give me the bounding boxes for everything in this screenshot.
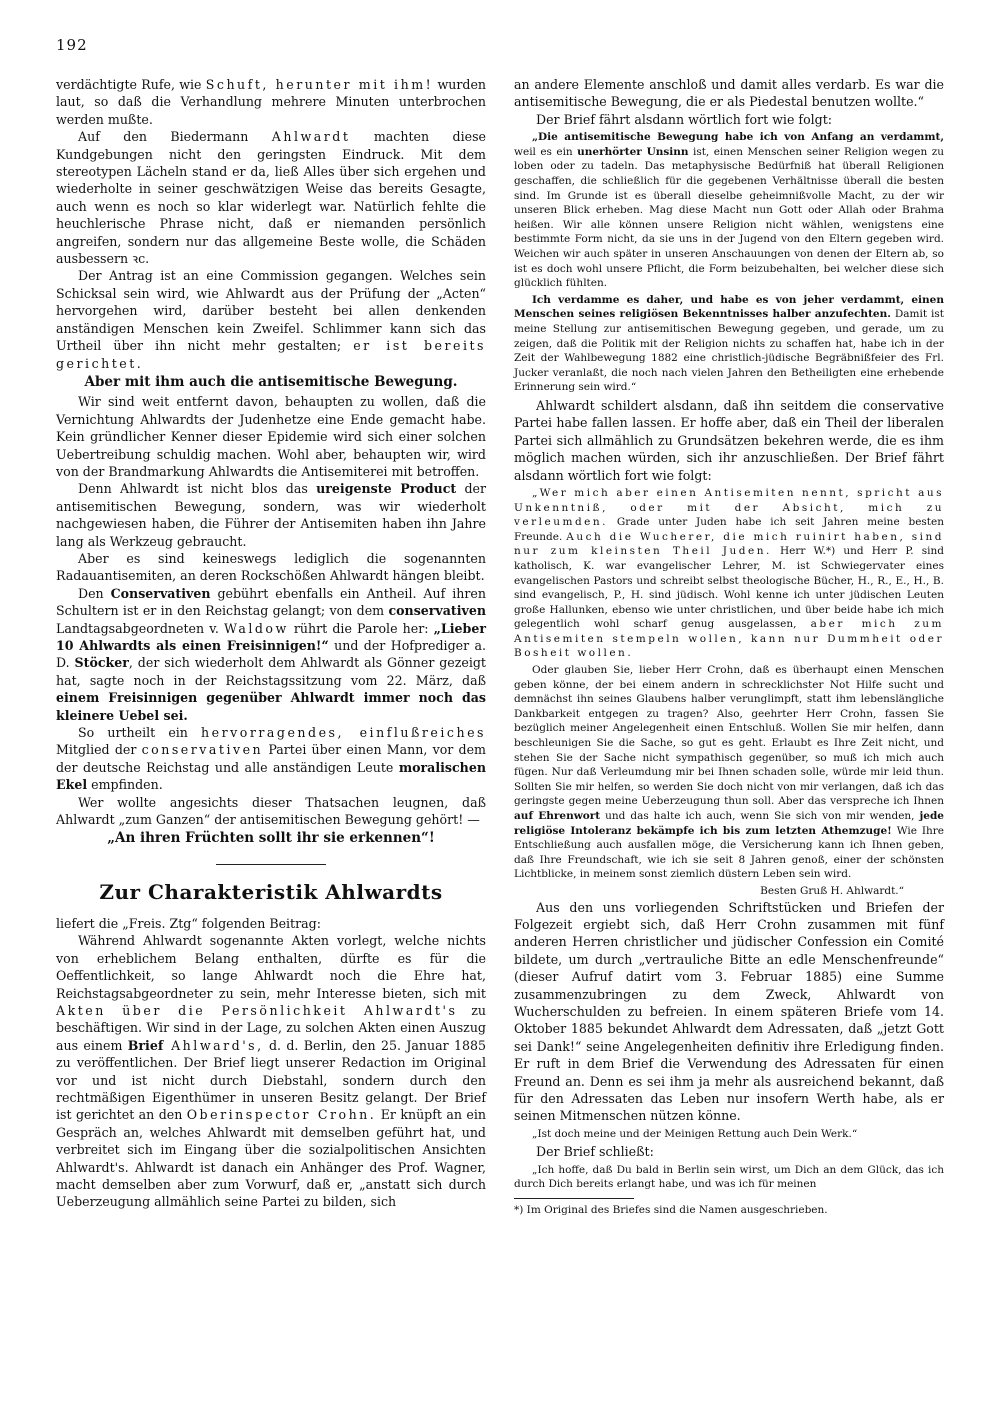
- emphasis-bold: Conservativen: [110, 585, 211, 601]
- text: empfinden.: [87, 777, 163, 793]
- text: Wir sind weit entfernt davon, behaupten zu wollen, daß die Vernichtung Ahlwardts der Judenhetze eine Ende gemacht habe. Kein gründlicher Kenner dieser Epidemie wird sich einer solchen Uebertreibung schuldig machen. Wohl aber, behaupten wir, wird von der Brandmarkung Ahlwardts die Antisemiterei mit betroffen.: [56, 394, 486, 479]
- text: Wie Ihre Entschließung auch ausfallen möge, die Versicherung kann ich Ihnen geben, daß Ihre Freundschaft, wie ich sie seit 8 Jahren genoß, einer der schönsten Lichtblicke, in meinem sonst ziemlich düstern Leben sein wird.: [514, 824, 945, 881]
- letter-quote: [514, 293, 944, 395]
- letter-quote: [514, 663, 944, 882]
- text: , der sich wiederholt dem Ahlwardt als Gönner gezeigt hat, sagte noch in der Reichstagssitzung vom 22. März, daß: [56, 655, 486, 688]
- text: d. d. Berlin, den 25. Januar 1885 zu veröffentlichen. Der Brief liegt unserer Redaction im Original vor und ist nicht durch Diebstahl, sondern durch den rechtmäßigen Eigenthümer in unseren Besitz gelangt. Der Brief ist gerichtet an den: [56, 1037, 487, 1123]
- emphasis-spaced: hervorragendes, einflußreiches: [201, 725, 486, 741]
- emphasis-spaced: „Wer mich aber einen Antisemiten nennt, spricht aus Unkenntniß, oder mit der Absicht, mich zu verleumden.: [514, 486, 944, 529]
- text: wurden laut, so daß die Verhandlung mehrere Minuten unterbrochen werden mußte.: [56, 77, 487, 127]
- paragraph: [56, 585, 486, 724]
- closing-quote: „An ihren Früchten sollt ihr sie erkennen“!: [107, 830, 435, 847]
- text: Partei über einen Mann, vor dem der deutsche Reichstag und alle anständigen Leute: [56, 742, 486, 775]
- text: „Ich hoffe, daß Du bald in Berlin sein wirst, um Dich an dem Glück, das ich durch Dich bereits erlangt habe, und was ich für meinen: [514, 1163, 944, 1191]
- text: Der Brief schließt:: [536, 1144, 654, 1160]
- letter-quote: [514, 130, 944, 291]
- text: an andere Elemente anschloß und damit alles verdarb. Es war die antisemitische Bewegung, die er als Piedestal benutzen wollte.“: [514, 77, 944, 110]
- paragraph: [514, 397, 944, 484]
- text: rührt die Parole her:: [288, 620, 434, 636]
- paragraph: [56, 480, 486, 550]
- paragraph: [56, 76, 486, 128]
- paragraph: [514, 1143, 944, 1160]
- emphasis-bold: „Die antisemitische Bewegung habe ich von Anfang an verdammt,: [532, 131, 944, 144]
- paragraph: [56, 724, 486, 794]
- emphasis-spaced: Schuft, herunter mit ihm!: [205, 77, 434, 92]
- paragraph: [56, 393, 486, 480]
- emphasis-spaced: Ahlward's,: [163, 1037, 264, 1053]
- text: Der Antrag ist an eine Commission gegangen. Welches sein Schicksal sein wird, wie Ahlwardt aus der Prüfung der „Acten“ hervorgehen wird, darüber besteht bei allen denkenden anständigen Menschen kein Zweifel. Schlimmer kann sich das Urtheil über ihn nicht mehr gestalten;: [56, 268, 486, 354]
- text: Aus den uns vorliegenden Schriftstücken und Briefen der Folgezeit ergiebt sich, daß Herr Crohn zusammen mit fünf anderen Herren christlicher und jüdischer Confession ein Comité bildete, um durch „vertrauliche Bitte an edle Menschenfreunde“ (dieser Aufruf datirt vom 3. Februar 1885) eine Summe zusammenzubringen zu dem Zweck, Ahlwardt von Wucherschulden zu befreien. In einem späteren Briefe vom 14. Oktober 1885 bekundet Ahlwardt dem Adressaten, daß „jetzt Gott sei Dank!“ seine Angelegenheiten definitiv ihre Erledigung finden. Er ruft in dem Brief die Verwendung des Adressaten für einen Freund an. Denn es sei ihm ja mehr als ausreichend bekannt, daß für den Adressaten das Leben nur insofern Werth habe, als er seinen Mitmenschen nützen könne.: [514, 899, 944, 1124]
- text: weil es ein: [514, 145, 578, 158]
- text: zu beschäftigen. Wir sind in der Lage, zu solchen Akten einen Auszug aus einem: [56, 1002, 487, 1053]
- text: liefert die „Freis. Ztg“ folgenden Beitrag:: [56, 915, 321, 931]
- text: Landtagsabgeordneten v.: [56, 620, 224, 636]
- emphasis-bold: jede religiöse Intoleranz bekämpfe ich bis zum letzten Athemzuge!: [514, 810, 944, 837]
- text: machten diese Kundgebungen nicht den geringsten Eindruck. Mit dem stereotypen Lächeln stand er da, ließ Alles über sich ergehen und wiederholte in seiner geschwätzigen Weise das bereits Gesagte, auch wenn es noch so klar widerlegt war. Natürlich fehlte die heuchlerische Phrase nicht, daß er niemanden persönlich angreifen, sondern nur das allgemeine Beste wolle, die Schäden ausbessern ꝛc.: [56, 129, 486, 267]
- page-number: 192: [56, 36, 88, 54]
- emphasis-bold: „Lieber 10 Ahlwardts als einen Freisinnigen!“: [56, 620, 486, 653]
- letter-quote: [514, 486, 944, 661]
- emphasis-bold: moralischen Ekel: [56, 759, 486, 793]
- text: verdächtigte Rufe, wie: [56, 77, 206, 92]
- paragraph: [56, 128, 486, 267]
- text: Herr W.*) und Herr P. sind katholisch, K. war evangelischer Lehrer, M. ist Schwiegervater eines evangelischen Pastors und schreibt selbst theologische Bücher, H., R., E., H., B. sind evangelisch, P., H. sind jüdisch. Wohl kenne ich unter jüdischen Leuten große Hallunken, ebenso wie unter christlichen, und über beide habe ich mich gelegentlich wohl scharf genug ausgelassen,: [514, 545, 944, 631]
- emphasis-bold: conservativen: [388, 603, 486, 619]
- emphasis-spaced: Oberinspector Crohn.: [186, 1107, 377, 1123]
- emphasis-bold: unerhörter Unsinn: [577, 145, 689, 158]
- left-column: [56, 76, 486, 1211]
- letter-quote: [514, 1127, 944, 1142]
- footnote-divider: [514, 1198, 634, 1199]
- letter-quote: [514, 1163, 944, 1192]
- text: Ahlwardt schildert alsdann, daß ihn seitdem die conservative Partei habe fallen lassen. Er hoffe aber, daß ein Theil der liberalen Partei sich allmählich zu Grundsätzen bekehren werde, die es ihm möglich machen würden, sich ihr anzuschließen. Der Brief fährt alsdann wörtlich fort wie folgt:: [514, 397, 944, 483]
- paragraph: [514, 111, 944, 128]
- emphasis-bold: ureigenste Product: [316, 481, 457, 497]
- text: und das halte ich auch, wenn Sie sich von mir wenden,: [600, 810, 920, 822]
- text: und der Hofprediger a. D.: [56, 638, 487, 671]
- paragraph: [514, 76, 944, 111]
- text: der antisemitischen Bewegung, sondern, was wir wiederholt nachgewiesen haben, die Führer der Antisemiten haben ihn Jahre lang als Werkzeug gebraucht.: [56, 481, 487, 549]
- text: Oder glauben Sie, lieber Herr Crohn, daß es überhaupt einen Menschen geben könne, der bei einem andern in schrecklichster Not Hilfe sucht und demnächst ihn seines Glaubens halber verunglimpft, statt ihm lebenslängliche Dankbarkeit entgegen zu tragen? Also, geehrter Herr Crohn, fassen Sie bezüglich meiner Angelegenheit einen Entschluß. Wollen Sie mir helfen, dann beschleunigen Sie die Sache, so gut es geht. Erlaubt es Ihre Zeit nicht, und stehen Sie der Sache nicht sympathisch gegenüber, so muß ich mich auch fügen. Nur daß Verleumdung mir bei Ihnen schaden solle, würde mir leid thun. Sollten Sie mir helfen, so werden Sie doch nicht von mir verlangen, daß ich das geringste gegen meine Ueberzeugung thun soll. Aber das verspreche ich Ihnen: [514, 664, 944, 808]
- text: Der Brief fährt alsdann wörtlich fort wie folgt:: [536, 111, 833, 127]
- article-title: Zur Charakteristik Ahlwardts: [99, 879, 443, 904]
- text: Denn Ahlwardt ist nicht blos das: [78, 481, 317, 497]
- emphasis-bold: Stöcker: [74, 655, 129, 671]
- text: ist, einen Menschen seiner Religion wegen zu loben oder zu tadeln. Das metaphysische Bedürfniß hat überall Religionen geschaffen, die schließlich für die gegebenen Verhältnisse überall die besten sind. Im Grunde ist es überall dieselbe geheimnißvolle Macht, zu der wir unseren Blick erheben. Mag diese Macht nun Gott oder Allah oder Brahma heißen. Wir alle können unsere Religion nicht wählen, wenigstens eine bestimmte Form nicht, da sie uns in der Jugend von den Eltern gegeben wird. Weichen wir auch später in unseren Anschauungen von denen der Eltern ab, so ist es doch wohl unsere Pflicht, die Form beizubehalten, bei welcher diese sich glücklich fühlten.: [514, 145, 944, 290]
- emphasis-bold: auf Ehrenwort: [514, 810, 601, 822]
- paragraph: [56, 550, 486, 585]
- emphasis-spaced: Akten über die Persönlichkeit Ahlwardt's: [56, 1002, 458, 1018]
- emphasis-spaced: Ahlwardt: [271, 129, 351, 145]
- text: Aber es sind keineswegs lediglich die sogenannten Radauantisemiten, an deren Rockschößen Ahlwardt hängen bleibt.: [56, 550, 486, 584]
- text: Während Ahlwardt sogenannte Akten vorlegt, welche nichts von erheblichem Belang enthalten, dürfte es für die Oeffentlichkeit, so lange Ahlwardt noch die Ehre hat, Reichstagsabgeordneter zu sein, mehr Interesse bieten, sich mit: [56, 933, 486, 1001]
- divider: [216, 864, 326, 865]
- text: „Ist doch meine und der Meinigen Rettung auch Dein Werk.“: [532, 1127, 858, 1140]
- paragraph: [56, 267, 486, 371]
- letter-signature: Besten Gruß H. Ahlwardt.“: [760, 884, 904, 897]
- paragraph: [56, 932, 486, 1211]
- emphasis-spaced: Auch die Wucherer, die mich ruinirt haben, sind nur zum kleinsten Theil Juden.: [514, 530, 944, 558]
- text: Grade unter Juden habe ich seit Jahren meine besten Freunde.: [514, 516, 944, 543]
- emphasis-spaced: aber mich zum Antisemiten stempeln wollen, kann nur Dummheit oder Bosheit wollen.: [514, 618, 944, 660]
- emphasis-spaced: conservativen: [141, 742, 264, 758]
- text: Auf den Biedermann: [78, 129, 272, 145]
- paragraph: [514, 899, 944, 1125]
- emphasis-bold: Brief: [127, 1037, 164, 1053]
- footnote: *) Im Original des Briefes sind die Namen ausgeschrieben.: [514, 1204, 828, 1217]
- text: Wer wollte angesichts dieser Thatsachen leugnen, daß Ahlwardt „zum Ganzen“ der antisemitischen Bewegung gehört! —: [56, 794, 486, 828]
- paragraph: [56, 915, 486, 932]
- text: Damit ist meine Stellung zur antisemitischen Bewegung gegeben, und gerade, um zu zeigen, daß die Politik mit der Religion nichts zu schaffen hat, habe ich in der Zeit der Wahlbewegung 1882 eine christlich-jüdische Begräbnißfeier des Frl. Jucker veranlaßt, die noch nach vielen Jahren den Betheiligten eine erhebende Erinnerung sein wird.“: [514, 308, 944, 394]
- emphasis-bold: Ich verdamme es daher, und habe es von jeher verdammt, einen Menschen seines religiösen Bekenntnisses halber anzufechten.: [514, 293, 944, 321]
- emphasis-spaced: Waldow: [223, 620, 289, 636]
- emphasis-bold: einem Freisinnigen gegenüber Ahlwardt immer noch das kleinere Uebel sei.: [56, 690, 486, 723]
- paragraph: [56, 794, 486, 829]
- text: So urtheilt ein: [78, 725, 202, 741]
- text: gebührt ebenfalls ein Antheil. Auf ihren Schultern ist er in den Reichstag gelangt; von dem: [56, 585, 486, 619]
- text: Er knüpft an ein Gespräch an, welches Ahlwardt mit demselben geführt hat, und verbreitet sich im Eingang über die sozialpolitischen Ansichten Ahlwardt's. Ahlwardt ist danach ein Anhänger des Prof. Wagner, macht demselben aber zum Vorwurf, daß er, „anstatt sich durch Ueberzeugung allmählich seine Partei zu bilden, sich: [56, 1107, 486, 1210]
- text: Den: [78, 585, 111, 601]
- right-column: [514, 76, 944, 1217]
- section-heading: Aber mit ihm auch die antisemitische Bewegung.: [84, 373, 458, 390]
- emphasis-spaced: er ist bereits gerichtet.: [56, 338, 487, 371]
- text: Mitglied der: [56, 742, 142, 758]
